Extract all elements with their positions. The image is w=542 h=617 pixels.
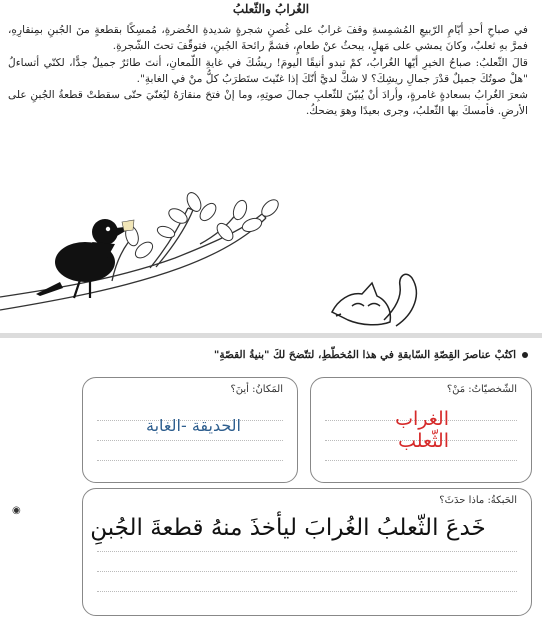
instruction-label: اكتُبْ عناصرَ القِصّةِ السّابقةِ في هذا المُخطّطِ، لتتّضحَ لكَ "بنيةُ القصّةِ" [213,349,516,361]
plot-answer[interactable]: خَدعَ الثّعلبُ الغُرابَ ليأخذَ منهُ قطعةَ الجُبنِ [90,515,486,541]
bullet-icon [522,352,528,358]
page-divider [0,333,542,338]
writing-line [97,571,517,572]
story-paragraph-2: قالَ الثّعلبُ: صباحُ الخيرِ أيّها الغُرابُ، كمْ تبدو أنيقًا اليومَ! ريشُكَ في غايةِ اللّمعانِ، أنتَ طائرٌ جميلٌ جدًّا، لكنّي أتساءلُ "هلْ صوتُكَ جميلٌ قدْرَ جمالِ ريشِكَ؟ لا شكَّ لديَّ أنّكَ إذا غنّيتَ ستَطرَبُ كلُّ منْ في الغابةِ". [8,56,528,85]
writing-line [97,460,283,461]
plot-label: الحَبكةُ: ماذا حدَثَ؟ [439,495,517,506]
character-answer-crow: الغراب [395,408,449,430]
place-box [82,377,298,483]
instruction-text [214,349,528,361]
writing-line [97,440,283,441]
character-answer-fox: الثّعلب [398,430,449,452]
writing-line [97,551,517,552]
story-paragraph-3: شعرَ الغُرابُ بسعادةٍ غامرةٍ، وأرادَ أنْ يُبيّنَ للثّعلبِ جمالَ صوتِهِ، وما إنْ فتحَ منقارَهُ ليُغنّيَ حتّى سقطتْ قطعةُ الجُبنِ على الأرضِ. فأمسكَ بها الثّعلبُ، وجرى بعيدًا وهوَ يضحكُ. [8,89,528,118]
story-paragraph-1: في صباحِ أحدِ أيّامِ الرّبيعِ المُشمِسةِ وقفَ غرابٌ على غُصنِ شجرةٍ شديدةِ الخُضرةِ، مُمسِكًا بقطعةٍ منَ الجُبنِ بمِنقارِهِ، فمرَّ بهِ ثعلبٌ، وكانَ يمشي على مَهلٍ، يبحثُ عنْ طعامٍ، فشمَّ رائحةَ الجُبنِ، فتوقّفَ تحتَ الشّجرةِ. [8,24,528,53]
writing-line [325,460,517,461]
fox-illustration [332,274,416,326]
characters-answers[interactable] [395,408,449,452]
place-answer[interactable]: الحديقة -الغابة [146,416,241,435]
place-label: المَكانُ: أينَ؟ [230,384,283,395]
story-illustration [0,180,542,330]
story-title: الغُرابُ والثّعلبُ [232,2,310,16]
characters-box [310,377,532,483]
story-body [8,22,528,120]
plot-box [82,488,532,616]
characters-label: الشّخصيّاتُ: مَنْ؟ [446,384,517,395]
leaf-illustration [124,190,282,261]
writing-line [97,591,517,592]
eye-icon: ◉ [12,505,21,516]
